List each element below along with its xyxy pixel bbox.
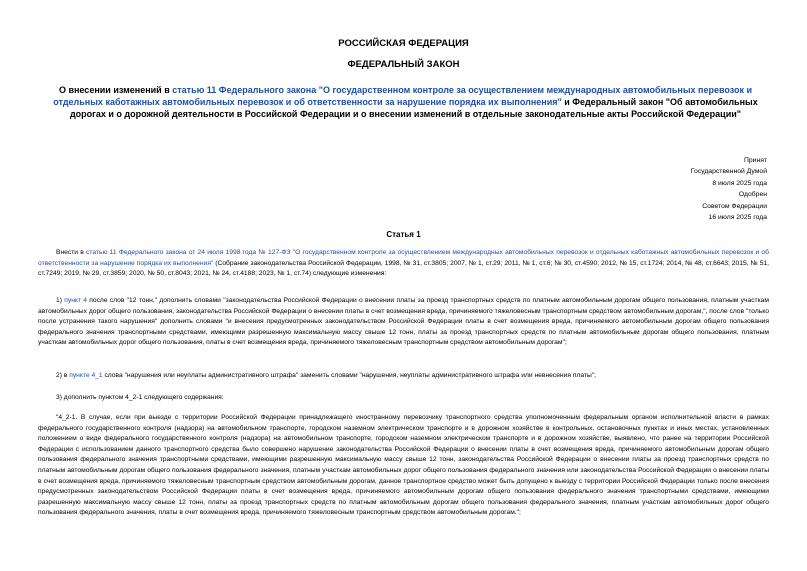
item-2-link[interactable]: пункте 4_1 <box>69 372 103 379</box>
subject-article-link[interactable]: статью 11 Федерального закона "О государственном контроле за осуществлением международных автомобильных перевозок и отдельных каботажных автомобильных перевозок и об ответственности за нарушение порядка их выполнения" <box>53 85 753 107</box>
item-3-paragraph <box>38 393 769 404</box>
adoption-block <box>567 155 767 223</box>
item-1-link[interactable]: пункт 4 <box>64 297 87 304</box>
quoted-clause-text: "4_2-1. В случае, если при выезде с территории Российской Федерации принадлежащего иностранному перевозчику транспортного средства уполномоченным федеральным органом исполнительной власти в рамках федерального государственного контроля (надзора) на автомобильном транспорте, городском наземном электрическом транспорте и в дорожном хозяйстве в контрольных, остановочных пунктах и иных местах, установленных положением о виде федерального государственного контроля (надзора) на автомобильном транспорте, городском наземном электрическом транспорте и в дорожном хозяйстве, выявлено, что ранее на территории Российской Федерации с использованием данного транспортного средства было совершено нарушение законодательства Российской Федерации о внесении платы в счет возмещения вреда, причиняемого автомобильным дорогам общего пользования федерального значения транспортными средствами, имеющими разрешенную максимальную массу свыше 12 тонн, законодательства Российской Федерации о внесении платы за проезд транспортных средств по платным автомобильным дорогам общего пользования федерального значения, платным участкам автомобильных дорог общего пользования федерального значения или законодательства Российской Федерации о внесении платы в счет возмещения вреда, причиняемого тяжеловесным транспортным средством автомобильным дорогам, данное транспортное средство может быть допущено к выезду с территории Российской Федерации только после внесения предусмотренных законодательством Российской Федерации платы в счет возмещения вреда, причиняемого автомобильным дорогам общего пользования федерального значения транспортными средствами, имеющими разрешенную максимальную массу свыше 12 тонн, платы за проезд транспортных средств по платным автомобильным дорогам общего пользования федерального значения, платным участкам автомобильных дорог общего пользования федерального значения, платы в счет возмещения вреда, причиняемого тяжеловесным транспортным средством автомобильным дорогам."; <box>38 414 769 517</box>
intro-suffix: (Собрание законодательства Российской Федерации, 1998, № 31, ст.3805; 2007, № 1, ст.29; 2011, № 1, ст.6; № 30, ст.4590; 2012, № 15, ст.1724; 2014, № 48, ст.6643; 2015, № 51, ст.7249; 2019, № 29, ст.3859; 2020, № 50, ст.8043; 2021, № 24, ст.4188; 2023, № 1, ст.74) следующие изменения: <box>38 259 770 278</box>
article-title: Статья 1 <box>386 230 421 239</box>
law-type-heading: ФЕДЕРАЛЬНЫЙ ЗАКОН <box>347 59 460 70</box>
item-1-prefix: 1) <box>56 297 65 304</box>
subject-suffix: и Федеральный закон "Об автомобильных дорогах и о дорожной деятельности в Российской Федерации и о внесении изменений в отдельные законодательные акты Российской Федерации" <box>69 97 758 119</box>
country-heading: РОССИЙСКАЯ ФЕДЕРАЦИЯ <box>338 38 469 49</box>
item-2-paragraph <box>38 371 769 382</box>
approved-label: Одобрен <box>738 191 767 199</box>
item-2-prefix: 2) в <box>56 372 70 379</box>
item-2-text: слова "нарушения или неуплаты административного штрафа" заменить словами "нарушения, неуплаты административного штрафа или невнесения платы"; <box>102 372 597 379</box>
item-1-text: после слов "12 тонн," дополнить словами "законодательства Российской Федерации о внесении платы за проезд транспортных средств по платным автомобильным дорогам общего пользования, платным участкам автомобильных дорог общего пользования, законодательства Российской Федерации о внесении платы в счет возмещения вреда, причиняемого тяжеловесным транспортным средством автомобильным дорогам,", после слов "только после устранения такого нарушения" дополнить словами "и внесения предусмотренных законодательством Российской Федерации платы в счет возмещения вреда, причиняемого автомобильным дорогам общего пользования федерального значения транспортными средствами, имеющими разрешенную максимальную массу свыше 12 тонн, платы за проезд транспортных средств по платным автомобильным дорогам общего пользования, платным участкам автомобильных дорог общего пользования, платы в счет возмещения вреда, причиняемого тяжеловесным транспортным средством автомобильным дорогам"; <box>38 297 769 347</box>
adopted-label: Принят <box>743 157 767 164</box>
item-1-paragraph <box>38 296 769 349</box>
law-subject-title <box>42 84 769 120</box>
approved-date: 16 июля 2025 года <box>708 214 767 222</box>
item-3-text: 3) дополнить пунктом 4_2-1 следующего содержания: <box>56 394 224 401</box>
adopted-date: 8 июля 2025 года <box>712 179 767 187</box>
subject-prefix: О внесении изменений в <box>58 85 173 95</box>
approved-by: Советом Федерации <box>702 202 767 210</box>
intro-prefix: Внести в <box>56 249 86 256</box>
quoted-new-clause <box>38 413 769 519</box>
intro-paragraph <box>38 248 769 280</box>
adopted-by: Государственной Думой <box>690 168 767 176</box>
intro-law-link[interactable]: статью 11 Федерального закона от 24 июля 1998 года № 127-ФЗ "О государственном контроле за осуществлением международных автомобильных перевозок и отдельных каботажных автомобильных перевозок и об ответственности за нарушение порядка их выполнения" <box>38 249 769 267</box>
